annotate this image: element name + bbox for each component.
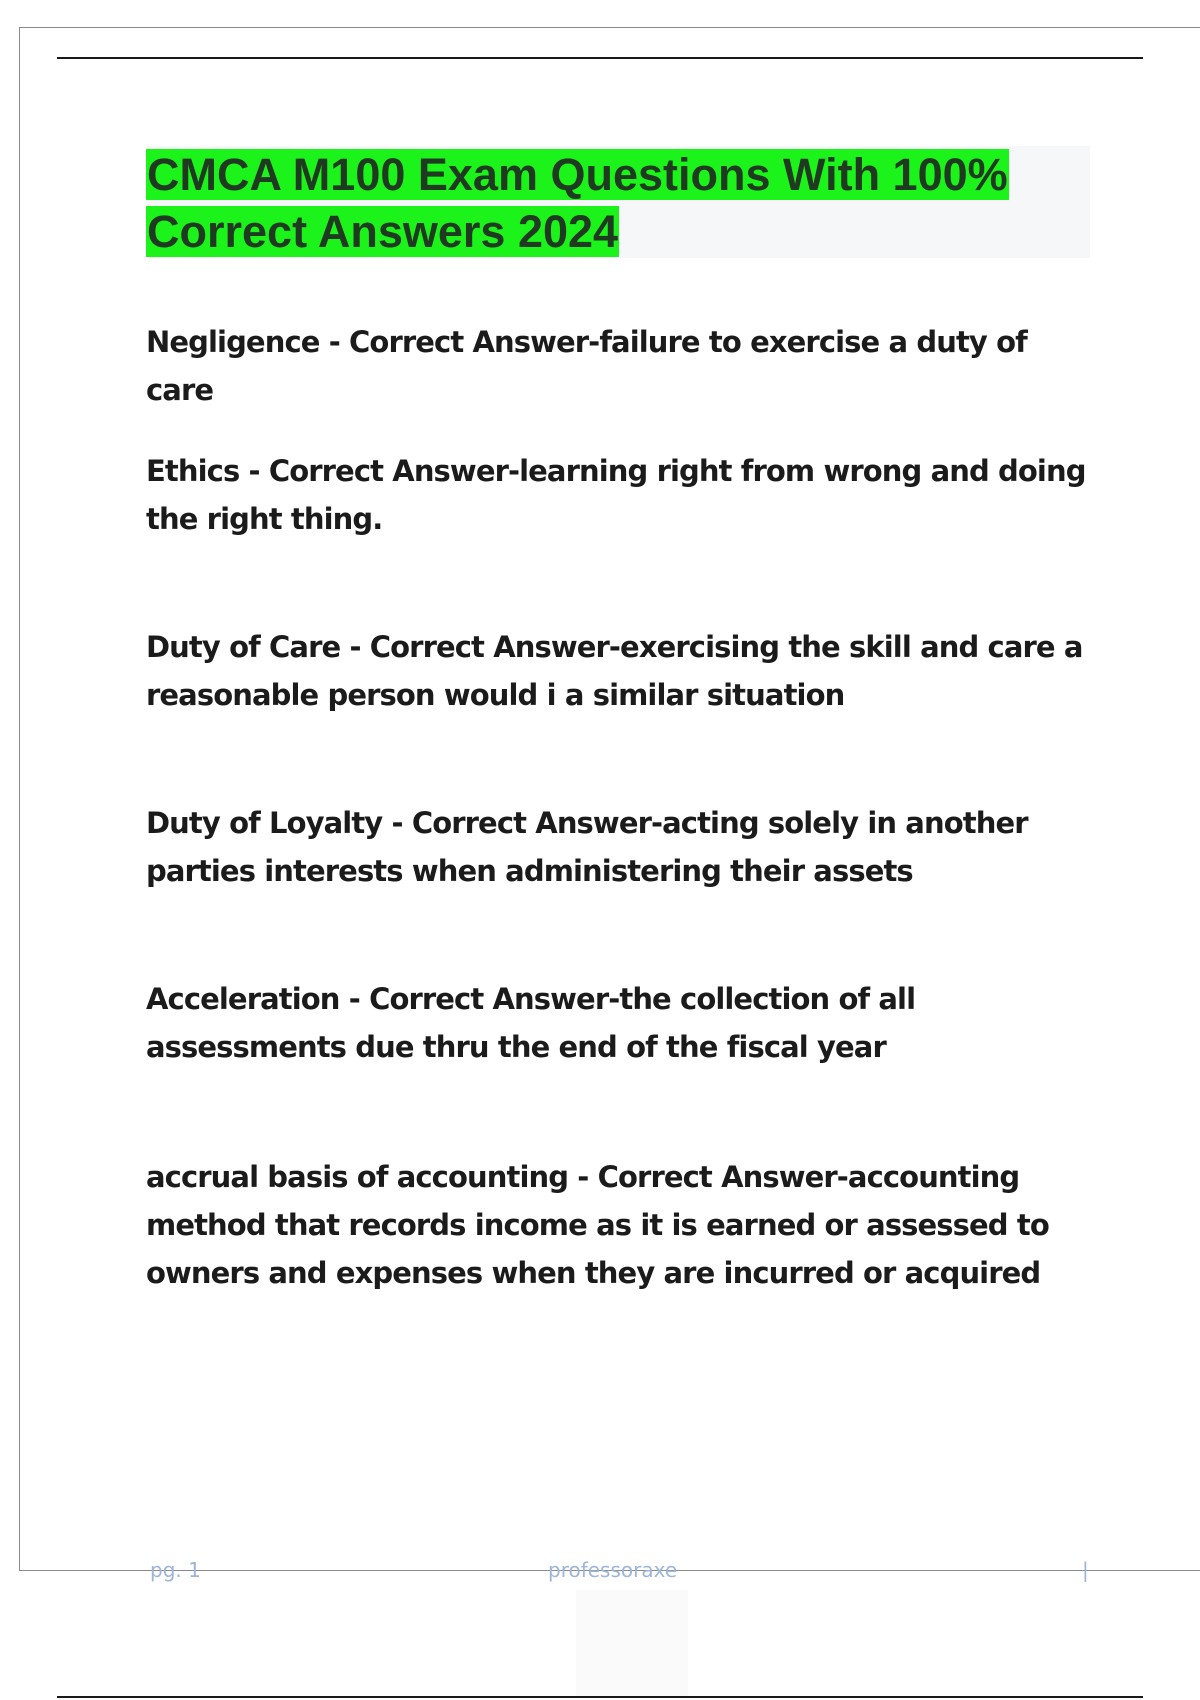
entry-term: Duty of Loyalty: [146, 806, 383, 840]
entry-term: Duty of Care: [146, 630, 341, 664]
qa-entry-acceleration: [146, 975, 1086, 1071]
entry-answer: Correct Answer-failure to exercise a duty of care: [146, 325, 1027, 407]
header-rule: [57, 57, 1143, 59]
footer-shadow-box: [576, 1590, 688, 1696]
entry-answer: Correct Answer-acting solely in another parties interests when administering their assets: [146, 806, 1028, 888]
entry-separator: -: [382, 806, 412, 840]
entry-separator: -: [239, 454, 269, 488]
footer-rule: [57, 1696, 1143, 1698]
entry-separator: -: [319, 325, 350, 359]
footer-page-number: pg. 1: [150, 1558, 201, 1582]
qa-entry-accrual-basis: [146, 1153, 1086, 1297]
entry-term: Acceleration: [146, 982, 340, 1016]
entry-answer: Correct Answer-learning right from wrong and doing the right thing.: [146, 454, 1086, 536]
entry-separator: -: [340, 630, 370, 664]
qa-entry-duty-of-loyalty: [146, 799, 1086, 895]
entry-answer: Correct Answer-accounting method that records income as it is earned or assessed to owners and expenses when they are incurred or acquired: [146, 1160, 1049, 1290]
entry-term: Negligence: [146, 325, 320, 359]
title-block: [146, 146, 1090, 258]
footer-marker: |: [1082, 1558, 1089, 1582]
entry-separator: -: [339, 982, 370, 1016]
entry-answer: Correct Answer-the collection of all assessments due thru the end of the fiscal year: [146, 982, 916, 1064]
title-highlight: CMCA M100 Exam Questions With 100% Correct Answers 2024: [147, 149, 1008, 257]
entry-answer: Correct Answer-exercising the skill and care a reasonable person would i a similar situation: [146, 630, 1083, 712]
entry-separator: -: [568, 1160, 598, 1194]
entry-term: Ethics: [146, 454, 240, 488]
document-title: [146, 146, 1076, 260]
qa-entry-negligence: [146, 318, 1086, 414]
entry-term: accrual basis of accounting: [146, 1160, 569, 1194]
footer-author: professoraxe: [548, 1558, 678, 1582]
qa-entry-ethics: [146, 447, 1086, 543]
qa-entry-duty-of-care: [146, 623, 1086, 719]
